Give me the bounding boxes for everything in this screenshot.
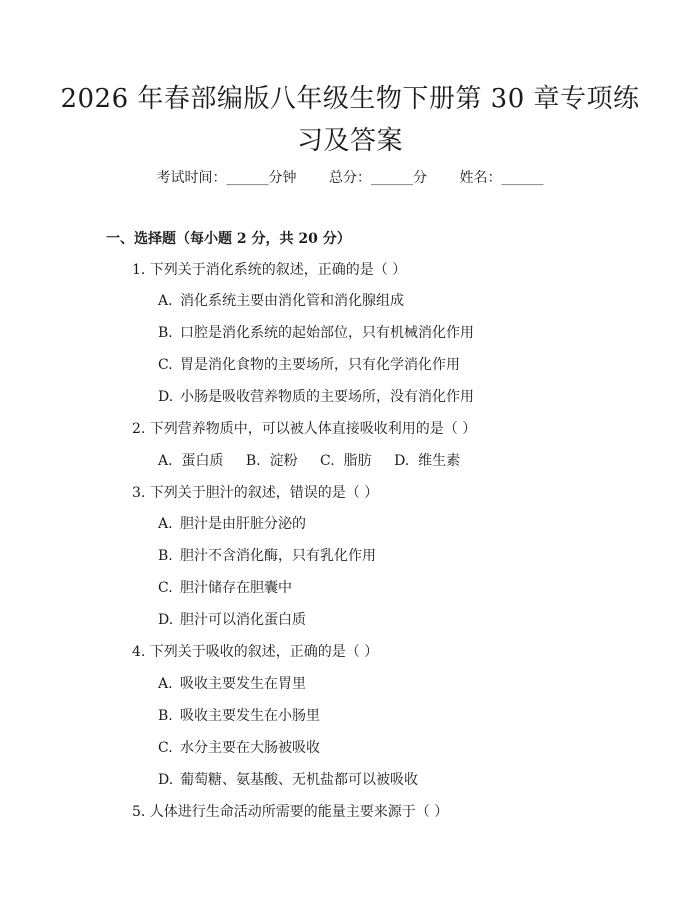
question-4-option-d — [158, 770, 418, 790]
question-4: 4. 下列关于吸收的叙述，正确的是（ ） — [132, 644, 379, 660]
question-5: 5. 人体进行生命活动所需要的能量主要来源于（ ） — [132, 804, 449, 820]
option-text: 胆汁储存在胆囊中 — [180, 580, 292, 596]
question-3-option-d — [158, 610, 306, 630]
option-letter: B. — [245, 453, 261, 469]
option-letter: D. — [158, 612, 174, 628]
question-2-option-a — [158, 453, 223, 469]
option-text: 维生素 — [418, 453, 461, 469]
option-letter: B. — [158, 325, 173, 341]
question-2-option-c — [320, 453, 372, 469]
option-text: 水分主要在大肠被吸收 — [180, 740, 320, 756]
option-letter: C. — [158, 357, 173, 373]
option-text: 口腔是消化系统的起始部位，只有机械消化作用 — [180, 325, 474, 341]
question-4-option-c — [158, 738, 320, 758]
option-text: 消化系统主要由消化管和消化腺组成 — [180, 293, 404, 309]
option-letter: C. — [158, 740, 173, 756]
option-text: 蛋白质 — [181, 453, 224, 469]
option-text: 小肠是吸收营养物质的主要场所，没有消化作用 — [180, 389, 474, 405]
option-text: 吸收主要发生在胃里 — [180, 676, 306, 692]
question-4-option-a — [158, 674, 306, 694]
option-letter: C. — [158, 580, 173, 596]
option-letter: B. — [158, 708, 173, 724]
option-text: 淀粉 — [269, 453, 298, 469]
question-1-option-c — [158, 355, 460, 375]
total-score-field: 总分：______分 — [329, 170, 427, 186]
exam-time-field: 考试时间：______分钟 — [156, 170, 297, 186]
option-letter: C. — [320, 453, 335, 469]
option-letter: A. — [158, 676, 173, 692]
question-3-option-c — [158, 578, 292, 598]
question-1: 1. 下列关于消化系统的叙述，正确的是（ ） — [132, 262, 407, 278]
option-letter: A. — [158, 516, 173, 532]
option-letter: D. — [158, 772, 174, 788]
question-3: 3. 下列关于胆汁的叙述，错误的是（ ） — [132, 485, 379, 501]
question-2-option-b — [246, 453, 298, 469]
exam-info — [0, 168, 700, 188]
question-2-options — [158, 451, 478, 471]
question-1-option-a — [158, 291, 404, 311]
question-2-option-d — [394, 453, 460, 469]
option-letter: D. — [158, 389, 174, 405]
question-3-option-b — [158, 546, 376, 566]
option-letter: A. — [158, 453, 173, 469]
option-letter: B. — [158, 548, 173, 564]
option-text: 脂肪 — [343, 453, 372, 469]
document-title: 2026 年春部编版八年级生物下册第 30 章专项练习及答案 — [60, 84, 640, 156]
option-text: 吸收主要发生在小肠里 — [180, 708, 320, 724]
option-letter: D. — [394, 453, 410, 469]
option-text: 胆汁可以消化蛋白质 — [180, 612, 306, 628]
student-name-field: 姓名：______ — [459, 170, 544, 186]
option-letter: A. — [158, 293, 173, 309]
question-1-option-d — [158, 387, 474, 407]
option-text: 胆汁不含消化酶，只有乳化作用 — [180, 548, 376, 564]
option-text: 胆汁是由肝脏分泌的 — [180, 516, 306, 532]
question-4-option-b — [158, 706, 320, 726]
question-2: 2. 下列营养物质中，可以被人体直接吸收利用的是（ ） — [132, 421, 477, 437]
question-1-option-b — [158, 323, 474, 343]
question-3-option-a — [158, 514, 306, 534]
option-text: 葡萄糖、氨基酸、无机盐都可以被吸收 — [180, 772, 418, 788]
section-heading-choice: 一、选择题（每小题 2 分，共 20 分） — [106, 231, 351, 247]
option-text: 胃是消化食物的主要场所，只有化学消化作用 — [180, 357, 460, 373]
